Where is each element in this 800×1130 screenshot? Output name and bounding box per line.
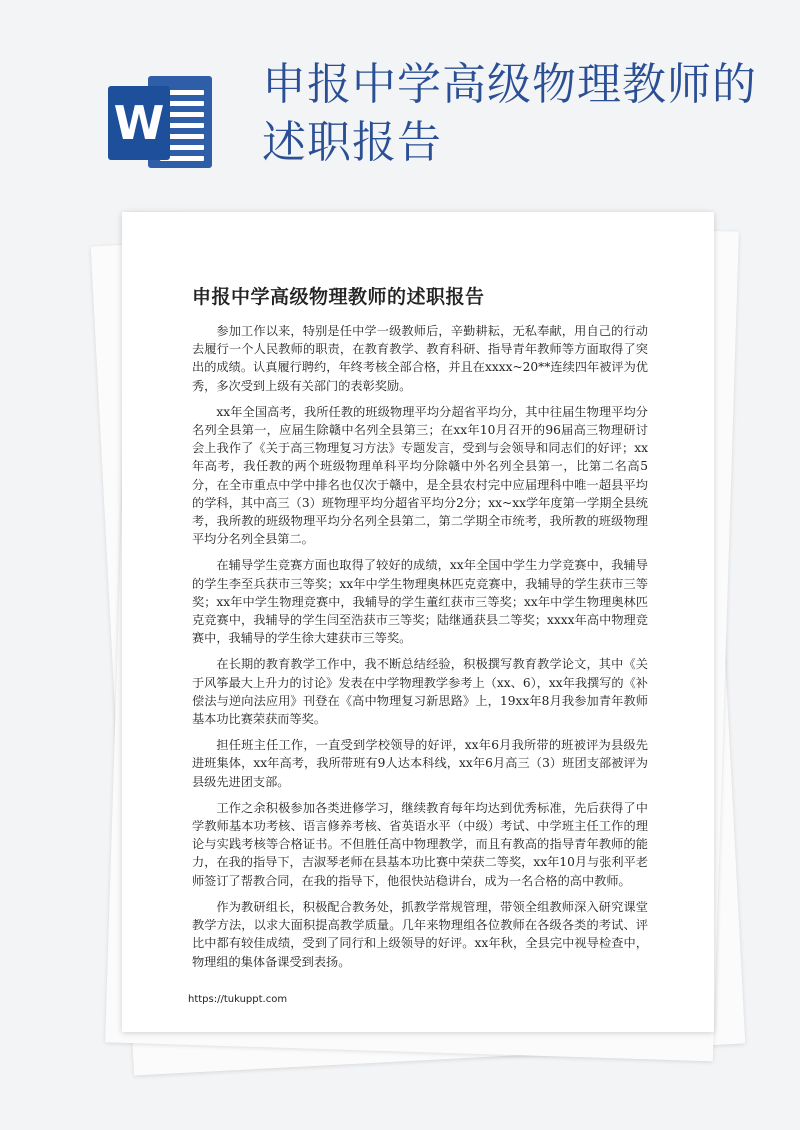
paragraph: 担任班主任工作，一直受到学校领导的好评，xx年6月我所带的班被评为县级先进班集体，xx年高考，我所带班有9人达本科线，xx年6月高三（3）班团支部被评为县级先进团支部。: [192, 738, 648, 789]
paragraph: xx年全国高考，我所任教的班级物理平均分超省平均分，其中往届生物理平均分名列全县第一，应届生除赣中名列全县第三；在xx年10月召开的96届高三物理研讨会上我作了《关于高三物理复习方法》专题发言，受到与会领导和同志们的好评；xx年高考，我任教的两个班级物理单科平均分除赣中外名列全县第一，比第二名高5分，在全市重点中学中排名也仅次于赣中，是全县农村完中应届理科中唯一超县平均的学科，其中高三（3）班物理平均分超省平均分2分；xx~xx学年度第一学期全县统考，我所教的班级物理平均分名列全县第二，第二学期全市统考，我所教的班级物理平均分名列全县第二。: [192, 404, 648, 547]
word-icon-letter: W: [108, 86, 170, 160]
paragraph: 作为教研组长，积极配合教务处，抓教学常规管理，带领全组教师深入研究课堂教学方法，以求大面积提高教学质量。几年来物理组各位教师在各级各类的考试、评比中都有较佳成绩，受到了同行和上级领导的好评。xx年秋，全县完中视导检查中，物理组的集体备课受到表扬。: [192, 899, 648, 969]
document-body: [192, 322, 648, 979]
paragraph: 工作之余积极参加各类进修学习，继续教育每年均达到优秀标准，先后获得了中学教师基本功考核、语言修养考核、省英语水平（中级）考试、中学班主任工作的理论与实践考核等合格证书。不但胜任高中物理教学，而且有教高的指导青年教师的能力，在我的指导下，吉淑琴老师在县基本功比赛中荣获二等奖，xx年10月与张利平老师签订了帮教合同，在我的指导下，他很快站稳讲台，成为一名合格的高中教师。: [192, 800, 648, 888]
document-page: [122, 212, 714, 1032]
header-banner: [0, 0, 800, 200]
paragraph: 参加工作以来，特别是任中学一级教师后，辛勤耕耘，无私奉献，用自己的行动去履行一个人民教师的职责，在教育教学、教育科研、指导青年教师等方面取得了突出的成绩。认真履行聘约，年终考核全部合格，并且在xxxx~20**连续四年被评为优秀，多次受到上级有关部门的表彰奖励。: [192, 324, 648, 393]
paragraph: 在辅导学生竞赛方面也取得了较好的成绩，xx年全国中学生力学竞赛中，我辅导的学生李至兵获市三等奖；xx年中学生物理奥林匹克竞赛中，我辅导的学生获市三等奖；xx年中学生物理竞赛中，我辅导的学生董红获市三等奖；xx年中学生物理奥林匹克竞赛中，我辅导的学生闫至浩获市三等奖；陆继通获县二等奖；xxxx年高中物理竞赛中，我辅导的学生徐大建获市三等奖。: [192, 558, 648, 646]
document-title: 申报中学高级物理教师的述职报告: [192, 286, 485, 308]
footer-url: https://tukuppt.com: [188, 994, 288, 1005]
paragraph: 在长期的教育教学工作中，我不断总结经验，积极撰写教育教学论文，其中《关于风筝最大上升力的讨论》发表在中学物理教学参考上（xx、6），xx年我撰写的《补偿法与逆向法应用》刊登在《高中物理复习新思路》上，19xx年8月我参加青年教师基本功比赛荣获而等奖。: [192, 657, 648, 727]
banner-title: 申报中学高级物理教师的述职报告: [262, 59, 757, 168]
word-document-icon: [108, 72, 216, 172]
